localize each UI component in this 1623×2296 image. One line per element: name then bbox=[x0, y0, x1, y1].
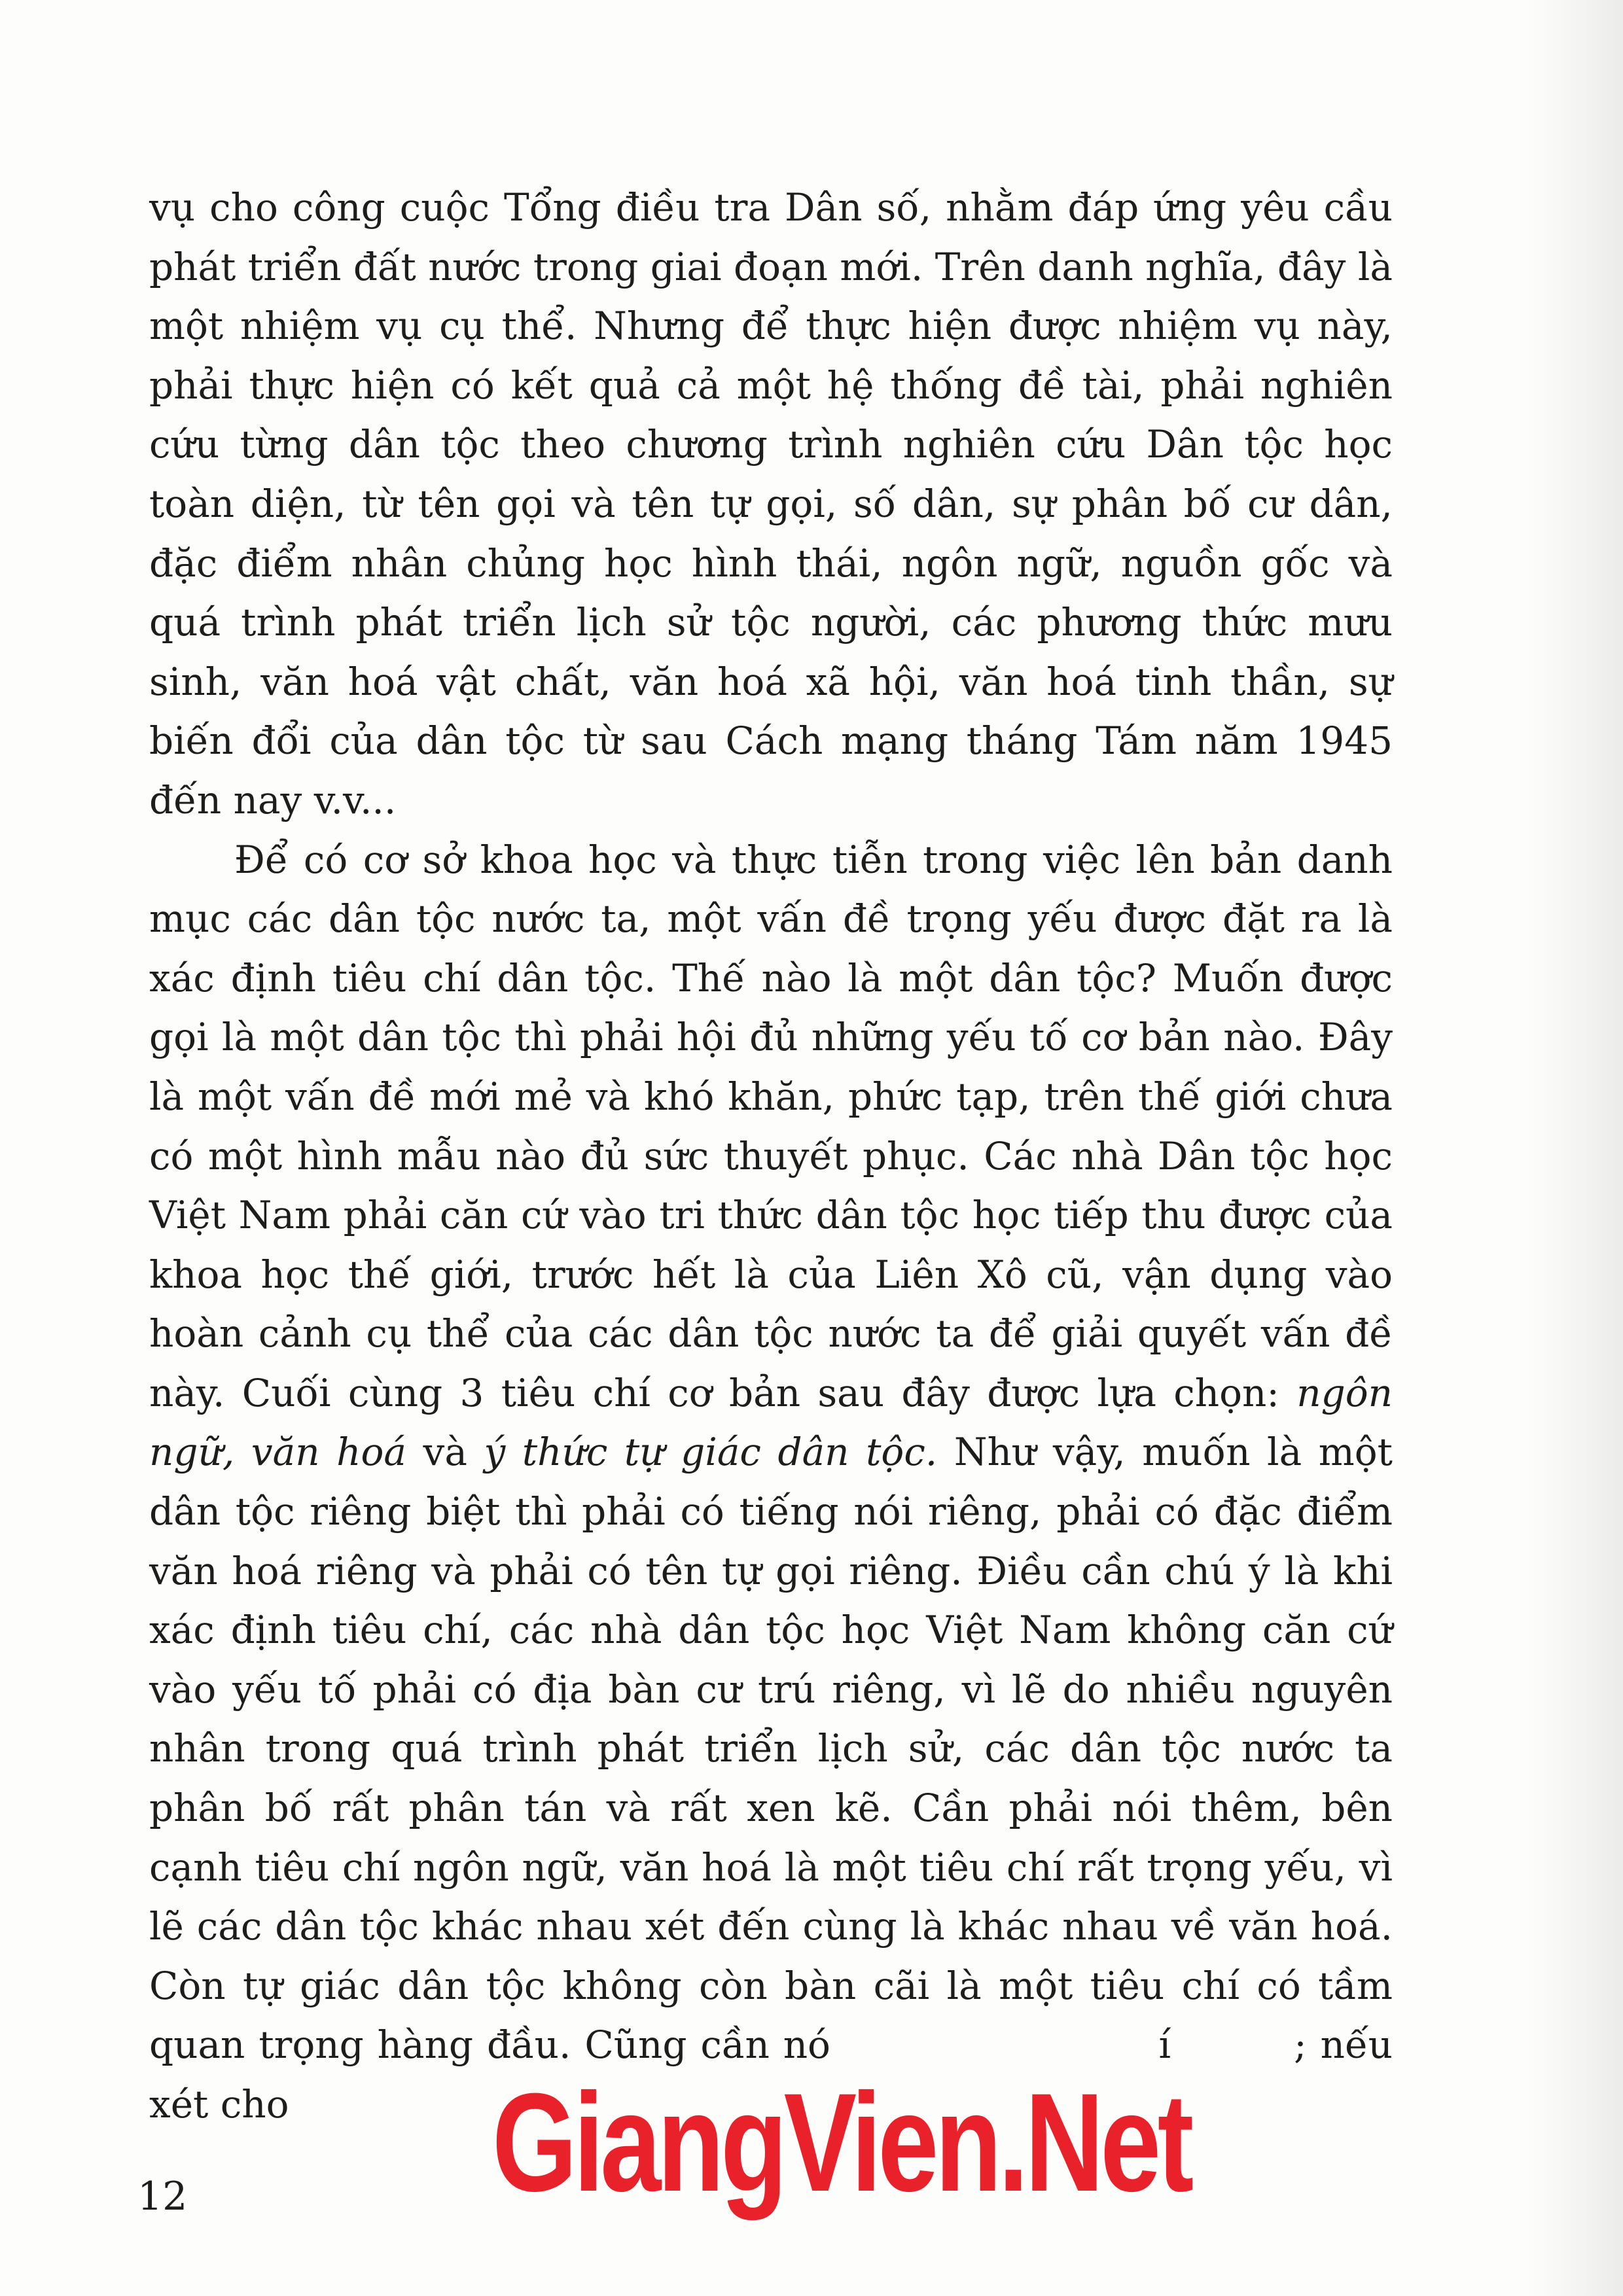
text-segment: Để có cơ sở khoa học và thực tiễn trong việc lên bản danh mục các dân tộc nước ta, một vấn đề trọng yếu được đặt ra là xác định tiêu chí dân tộc. Thế nào là một dân tộc? Muốn được gọi là một dân tộc thì phải hội đủ những yếu tố cơ bản nào. Đây là một vấn đề mới mẻ và khó khăn, phức tạp, trên thế giới chưa có một hình mẫu nào đủ sức thuyết phục. Các nhà Dân tộc học Việt Nam phải căn cứ vào tri thức dân tộc học tiếp thu được của khoa học thế giới, trước hết là của Liên Xô cũ, vận dụng vào hoàn cảnh cụ thể của các dân tộc nước ta để giải quyết vấn đề này. Cuối cùng 3 tiêu chí cơ bản sau đây được lựa chọn: bbox=[149, 837, 1393, 1415]
page-number: 12 bbox=[137, 2174, 188, 2219]
body-text bbox=[149, 178, 1393, 2134]
italic-text: ngôn ngữ, văn hoá bbox=[149, 1370, 1393, 1475]
text-segment: Như vậy, muốn là một dân tộc riêng biệt thì phải có tiếng nói riêng, phải có đặc điểm văn hoá riêng và phải có tên tự gọi riêng. Điều cần chú ý là khi xác định tiêu chí, các nhà dân tộc học Việt Nam không căn cứ vào yếu tố phải có địa bàn cư trú riêng, vì lẽ do nhiều nguyên nhân trong quá trình phát triển lịch sử, các dân tộc nước ta phân bố rất phân tán và rất xen kẽ. Cần phải nói thêm, bên cạnh tiêu chí ngôn ngữ, văn hoá là một tiêu chí rất trọng yếu, vì lẽ các dân tộc khác nhau xét đến cùng là khác nhau về văn hoá. Còn tự giác dân tộc không còn bàn cãi là một tiêu chí có tầm quan trọng hàng đầu. Cũng cần nó bbox=[149, 1430, 1393, 2068]
paragraph bbox=[149, 178, 1393, 830]
text-segment: vụ cho công cuộc Tổng điều tra Dân số, nhằm đáp ứng yêu cầu phát triển đất nước trong giai đoạn mới. Trên danh nghĩa, đây là một nhiệm vụ cụ thể. Nhưng để thực hiện được nhiệm vụ này, phải thực hiện có kết quả cả một hệ thống đề tài, phải nghiên cứu từng dân tộc theo chương trình nghiên cứu Dân tộc học toàn diện, từ tên gọi và tên tự gọi, số dân, sự phân bố cư dân, đặc điểm nhân chủng học hình thái, ngôn ngữ, nguồn gốc và quá trình phát triển lịch sử tộc người, các phương thức mưu sinh, văn hoá vật chất, văn hoá xã hội, văn hoá tinh thần, sự biến đổi của dân tộc từ sau Cách mạng tháng Tám năm 1945 đến nay v.v... bbox=[149, 185, 1393, 822]
text-segment bbox=[830, 2022, 1159, 2067]
italic-text: ý thức tự giác dân tộc. bbox=[484, 1430, 938, 1475]
text-segment bbox=[1171, 2022, 1294, 2067]
page-edge-shadow bbox=[1525, 0, 1623, 2296]
text-segment: và bbox=[406, 1430, 484, 1475]
text-segment: ; nếu xét cho bbox=[149, 2022, 1393, 2127]
watermark-logo: GiangVien.Net bbox=[492, 2064, 1190, 2221]
text-segment: í bbox=[1158, 2022, 1171, 2068]
paragraph bbox=[149, 830, 1393, 2134]
